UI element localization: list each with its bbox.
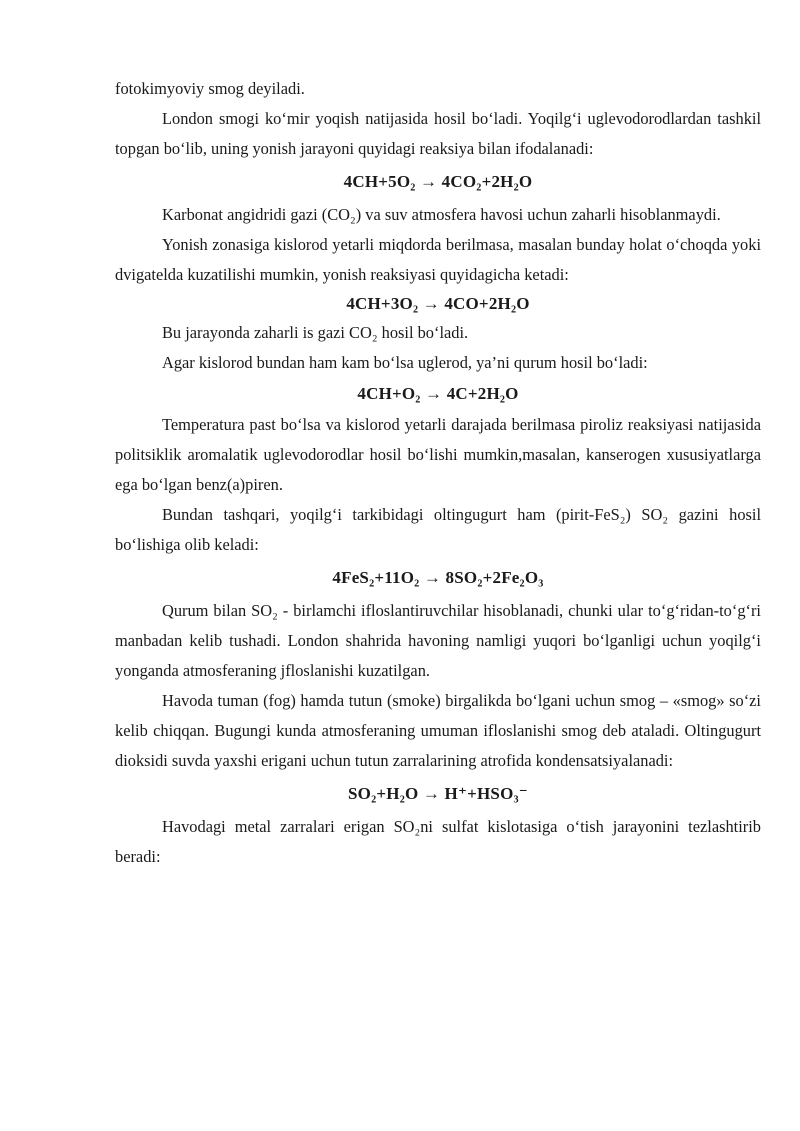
- paragraph-continuation: fotokimyoviy smog deyiladi.: [115, 79, 305, 98]
- paragraph-pyrolysis: Temperatura past bo‘lsa va kislorod yetarli darajada berilmasa piroliz reaksiyasi natijasida politsiklik aromalatik uglevodorodlar hosil bo‘lishi mumkin,masalan, kanserogen xususiyatlarga ega bo‘lgan benz(a)piren.: [115, 415, 761, 494]
- equation-pyrite-oxidation: 4FeS₂+11O₂ → 8SO₂+2Fe₂O₃: [332, 568, 544, 587]
- paragraph-london-smog: London smogi ko‘mir yoqish natijasida hosil bo‘ladi. Yoqilg‘i uglevodorodlardan tashkil topgan bo‘lib, uning yonish jarayoni quyidagi reaksiya bilan ifodalanadi:: [115, 109, 761, 158]
- equation-complete-combustion: 4CH+5O₂ → 4CO₂+2H₂O: [343, 172, 533, 191]
- paragraph-smog-origin: Havoda tuman (fog) hamda tutun (smoke) birgalikda bo‘lgani uchun smog – «smog» so‘zi kelib chiqqan. Bugungi kunda atmosferaning umuman ifloslanishi smog deb ataladi. Oltingugurt dioksidi suvda yaxshi erigani uchun tutun zarralarining atrofida kondensatsiyalanadi:: [115, 691, 761, 770]
- equation-incomplete-combustion: 4CH+3O₂ → 4CO+2H₂O: [346, 294, 530, 313]
- paragraph-primary-pollutants: Qurum bilan SO₂ - birlamchi ifloslantiruvchilar hisoblanadi, chunki ular to‘g‘ridan-to‘g‘ri manbadan kelib tushadi. London shahrida havoning namligi yuqori bo‘lganligi uchun yoqilg‘i yonganda atmosferaning jfloslanishi kuzatilgan.: [115, 601, 761, 680]
- paragraph-co-gas: Bu jarayonda zaharli is gazi CO₂ hosil bo‘ladi.: [162, 323, 469, 342]
- paragraph-metal-particles: Havodagi metal zarralari erigan SO₂ni sulfat kislotasiga o‘tish jarayonini tezlashtirib beradi:: [115, 817, 761, 866]
- equation-soot-formation: 4CH+O₂ → 4C+2H₂O: [357, 384, 519, 403]
- document-page: [115, 74, 761, 872]
- paragraph-soot: Agar kislorod bundan ham kam bo‘lsa uglerod, ya’ni qurum hosil bo‘ladi:: [162, 353, 648, 372]
- paragraph-sulfur: Bundan tashqari, yoqilg‘i tarkibidagi oltingugurt ham (pirit-FeS₂) SO₂ gazini hosil bo‘lishiga olib keladi:: [115, 505, 761, 554]
- paragraph-co2-water: Karbonat angidridi gazi (CO₂) va suv atmosfera havosi uchun zaharli hisoblanmaydi.: [162, 205, 721, 224]
- paragraph-oxygen-shortage: Yonish zonasiga kislorod yetarli miqdorda berilmasa, masalan bunday holat o‘choqda yoki dvigatelda kuzatilishi mumkin, yonish reaksiyasi quyidagicha ketadi:: [115, 235, 761, 284]
- equation-so2-dissolution: SO₂+H₂O → H⁺+HSO₃⁻: [348, 784, 528, 803]
